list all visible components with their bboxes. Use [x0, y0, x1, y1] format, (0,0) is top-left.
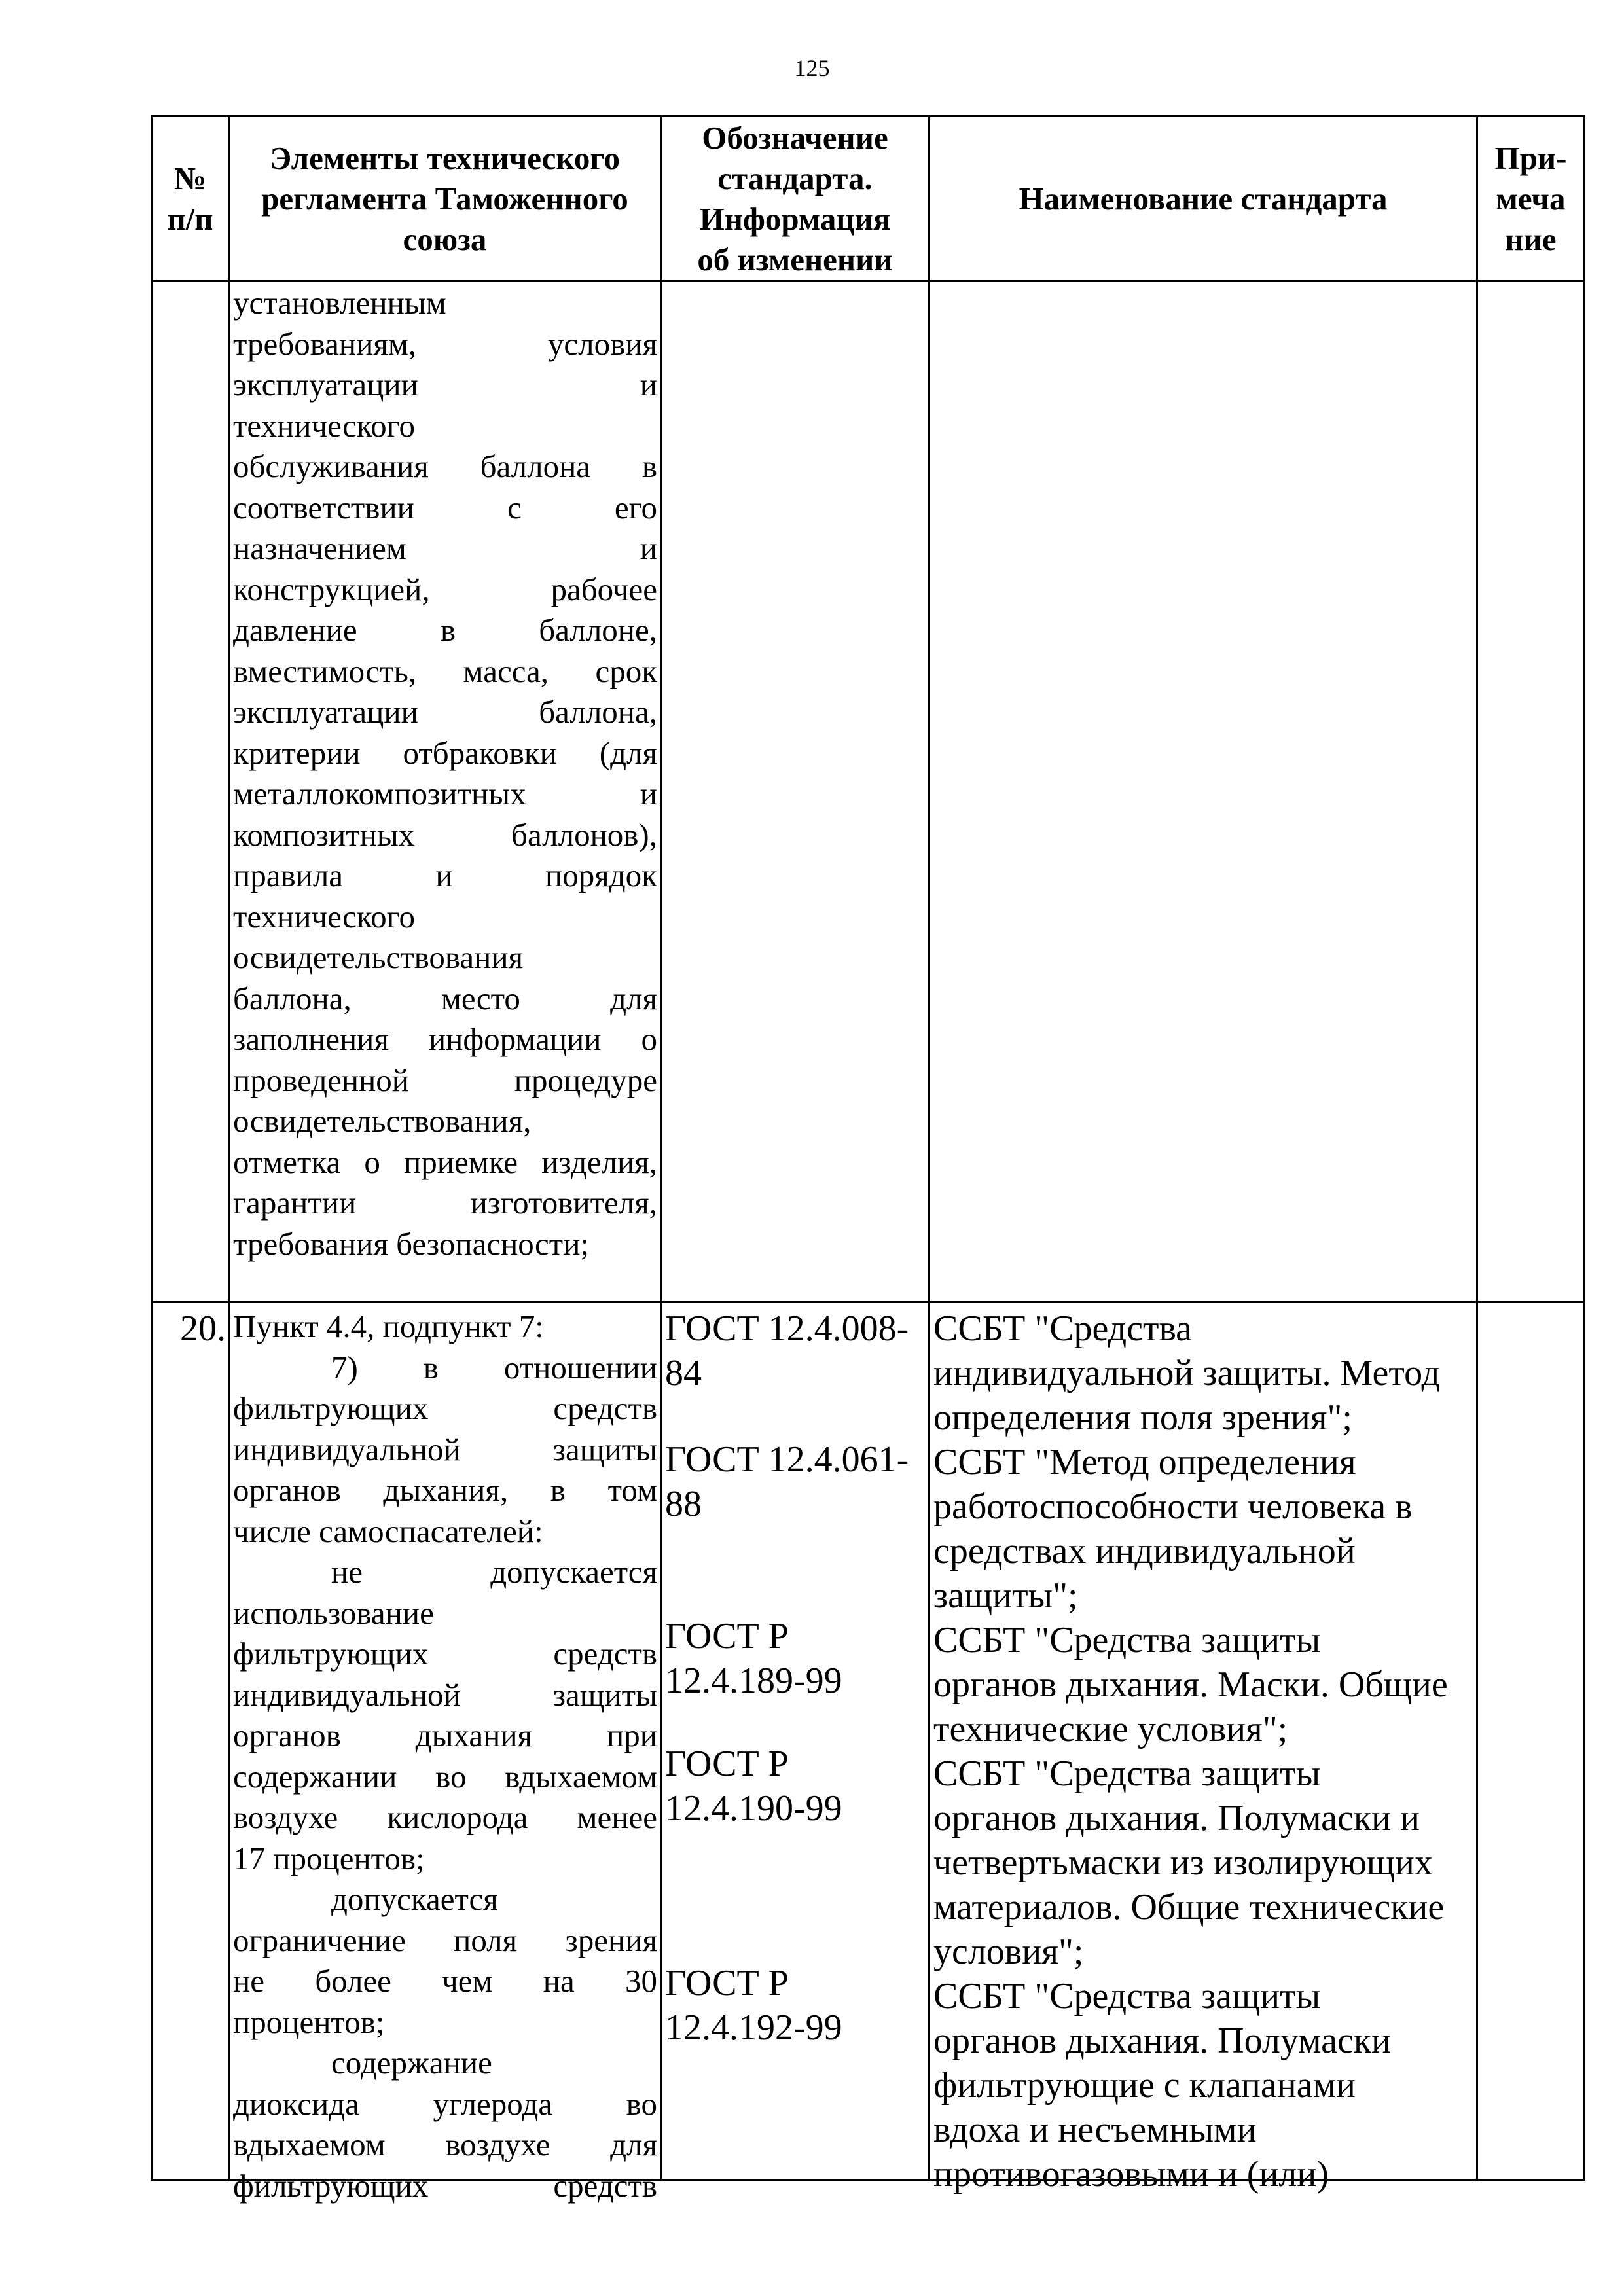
- standard-name-line: органов дыхания. Полумаски: [933, 2020, 1392, 2061]
- text-line: 7) в отношении: [331, 1349, 657, 1386]
- standard-name-line: условия";: [933, 1931, 1084, 1972]
- text-line: обслуживания баллона в: [233, 448, 657, 484]
- standard-designation: ГОСТ Р 12.4.192-99: [665, 1963, 842, 2048]
- standard-name-line: работоспособности человека в: [933, 1486, 1413, 1527]
- text-line: проведенной процедуре: [233, 1062, 657, 1098]
- text-line: не допускается: [331, 1554, 657, 1590]
- header-number: № п/п: [167, 160, 213, 237]
- text-line: органов дыхания при: [233, 1717, 657, 1753]
- standard-name-line: органов дыхания. Маски. Общие: [933, 1664, 1448, 1705]
- header-designation: Обозначение стандарта. Информация об изменении: [697, 119, 893, 278]
- text-line: соответствии с его: [233, 489, 657, 526]
- text-line: технического: [233, 898, 416, 935]
- standard-name-line: фильтрующие с клапанами: [933, 2065, 1356, 2106]
- text-line: 17 процентов;: [233, 1840, 425, 1876]
- text-line: заполнения информации о: [233, 1021, 657, 1057]
- text-line: числе самоспасателей:: [233, 1513, 543, 1549]
- header-note: При- меча ние: [1494, 139, 1567, 257]
- standards-table: [151, 115, 1585, 2204]
- row-element-text: [233, 1306, 657, 2206]
- text-line: установленным: [233, 285, 446, 321]
- standard-designation: ГОСТ Р 12.4.190-99: [665, 1744, 842, 1829]
- text-line: диоксида углерода во: [233, 2085, 657, 2122]
- header-elements: Элементы технического регламента Таможенного союза: [261, 139, 628, 257]
- text-line: содержании во вдыхаемом: [233, 1758, 657, 1795]
- standard-designation: ГОСТ 12.4.061- 88: [665, 1439, 909, 1524]
- standard-name-line: вдоха и несъемными: [933, 2109, 1257, 2150]
- standard-name-line: материалов. Общие технические: [933, 1887, 1445, 1928]
- standard-name-line: ССБТ "Средства защиты: [933, 1976, 1321, 2017]
- text-line: эксплуатации баллона,: [233, 694, 657, 730]
- continuation-element-text: [233, 283, 657, 1265]
- text-line: назначением и: [233, 530, 657, 566]
- page-number: 125: [794, 55, 830, 81]
- row-number: 20.: [180, 1308, 226, 1349]
- text-line: давление в баллоне,: [233, 612, 657, 648]
- text-line: фильтрующих средств: [233, 1390, 657, 1426]
- text-line: не более чем на 30: [233, 1963, 657, 1999]
- text-line: технического: [233, 407, 416, 444]
- standard-name-line: четвертьмаски из изолирующих: [933, 1842, 1433, 1883]
- standard-name-line: органов дыхания. Полумаски и: [933, 1798, 1420, 1839]
- text-line: воздухе кислорода менее: [233, 1799, 657, 1835]
- text-line: критерии отбраковки (для: [233, 734, 657, 771]
- text-line: допускается: [331, 1881, 498, 1917]
- header-name: Наименование стандарта: [1019, 180, 1388, 217]
- standard-designation: ГОСТ Р 12.4.189-99: [665, 1616, 842, 1701]
- text-line: требованиям, условия: [233, 325, 657, 362]
- standard-name-line: индивидуальной защиты. Метод: [933, 1353, 1441, 1393]
- text-line: освидетельствования,: [233, 1103, 532, 1139]
- standard-name-line: технические условия";: [933, 1709, 1288, 1749]
- standard-name-line: ССБТ "Метод определения: [933, 1442, 1356, 1482]
- text-line: требования безопасности;: [233, 1225, 590, 1262]
- row-designations: [665, 1306, 927, 2170]
- text-line: процентов;: [233, 2003, 385, 2040]
- text-line: ограничение поля зрения: [233, 1922, 657, 1958]
- text-line: индивидуальной защиты: [233, 1431, 657, 1467]
- standard-name-line: противогазовыми и (или): [933, 2154, 1329, 2195]
- text-line: гарантии изготовителя,: [233, 1185, 657, 1221]
- text-line: фильтрующих средств: [233, 1636, 657, 1672]
- row-standard-names: [933, 1306, 1474, 2197]
- standard-name-line: ССБТ "Средства: [933, 1308, 1193, 1349]
- text-line: содержание: [331, 2045, 492, 2081]
- standard-designation: ГОСТ 12.4.008- 84: [665, 1308, 909, 1393]
- text-line: конструкцией, рабочее: [233, 571, 657, 607]
- text-line: правила и порядок: [233, 857, 657, 893]
- text-line: композитных баллонов),: [233, 816, 657, 853]
- standard-name-line: определения поля зрения";: [933, 1397, 1352, 1438]
- standard-name-line: ССБТ "Средства защиты: [933, 1620, 1321, 1660]
- standard-name-line: защиты";: [933, 1575, 1078, 1616]
- text-line: вместимость, масса, срок: [233, 653, 657, 689]
- standard-name-line: средствах индивидуальной: [933, 1531, 1356, 1571]
- text-line: металлокомпозитных и: [233, 776, 657, 812]
- text-line: использование: [233, 1594, 434, 1631]
- standard-name-line: ССБТ "Средства защиты: [933, 1753, 1321, 1794]
- text-line: эксплуатации и: [233, 367, 657, 403]
- text-line: освидетельствования: [233, 939, 524, 975]
- text-line: фильтрующих средств: [233, 2167, 657, 2204]
- text-line: отметка о приемке изделия,: [233, 1143, 657, 1180]
- text-line: органов дыхания, в том: [233, 1472, 657, 1508]
- text-line: баллона, место для: [233, 980, 657, 1016]
- text-line: Пункт 4.4, подпункт 7:: [233, 1308, 544, 1344]
- text-line: вдыхаемом воздухе для: [233, 2126, 657, 2162]
- text-line: индивидуальной защиты: [233, 1676, 657, 1713]
